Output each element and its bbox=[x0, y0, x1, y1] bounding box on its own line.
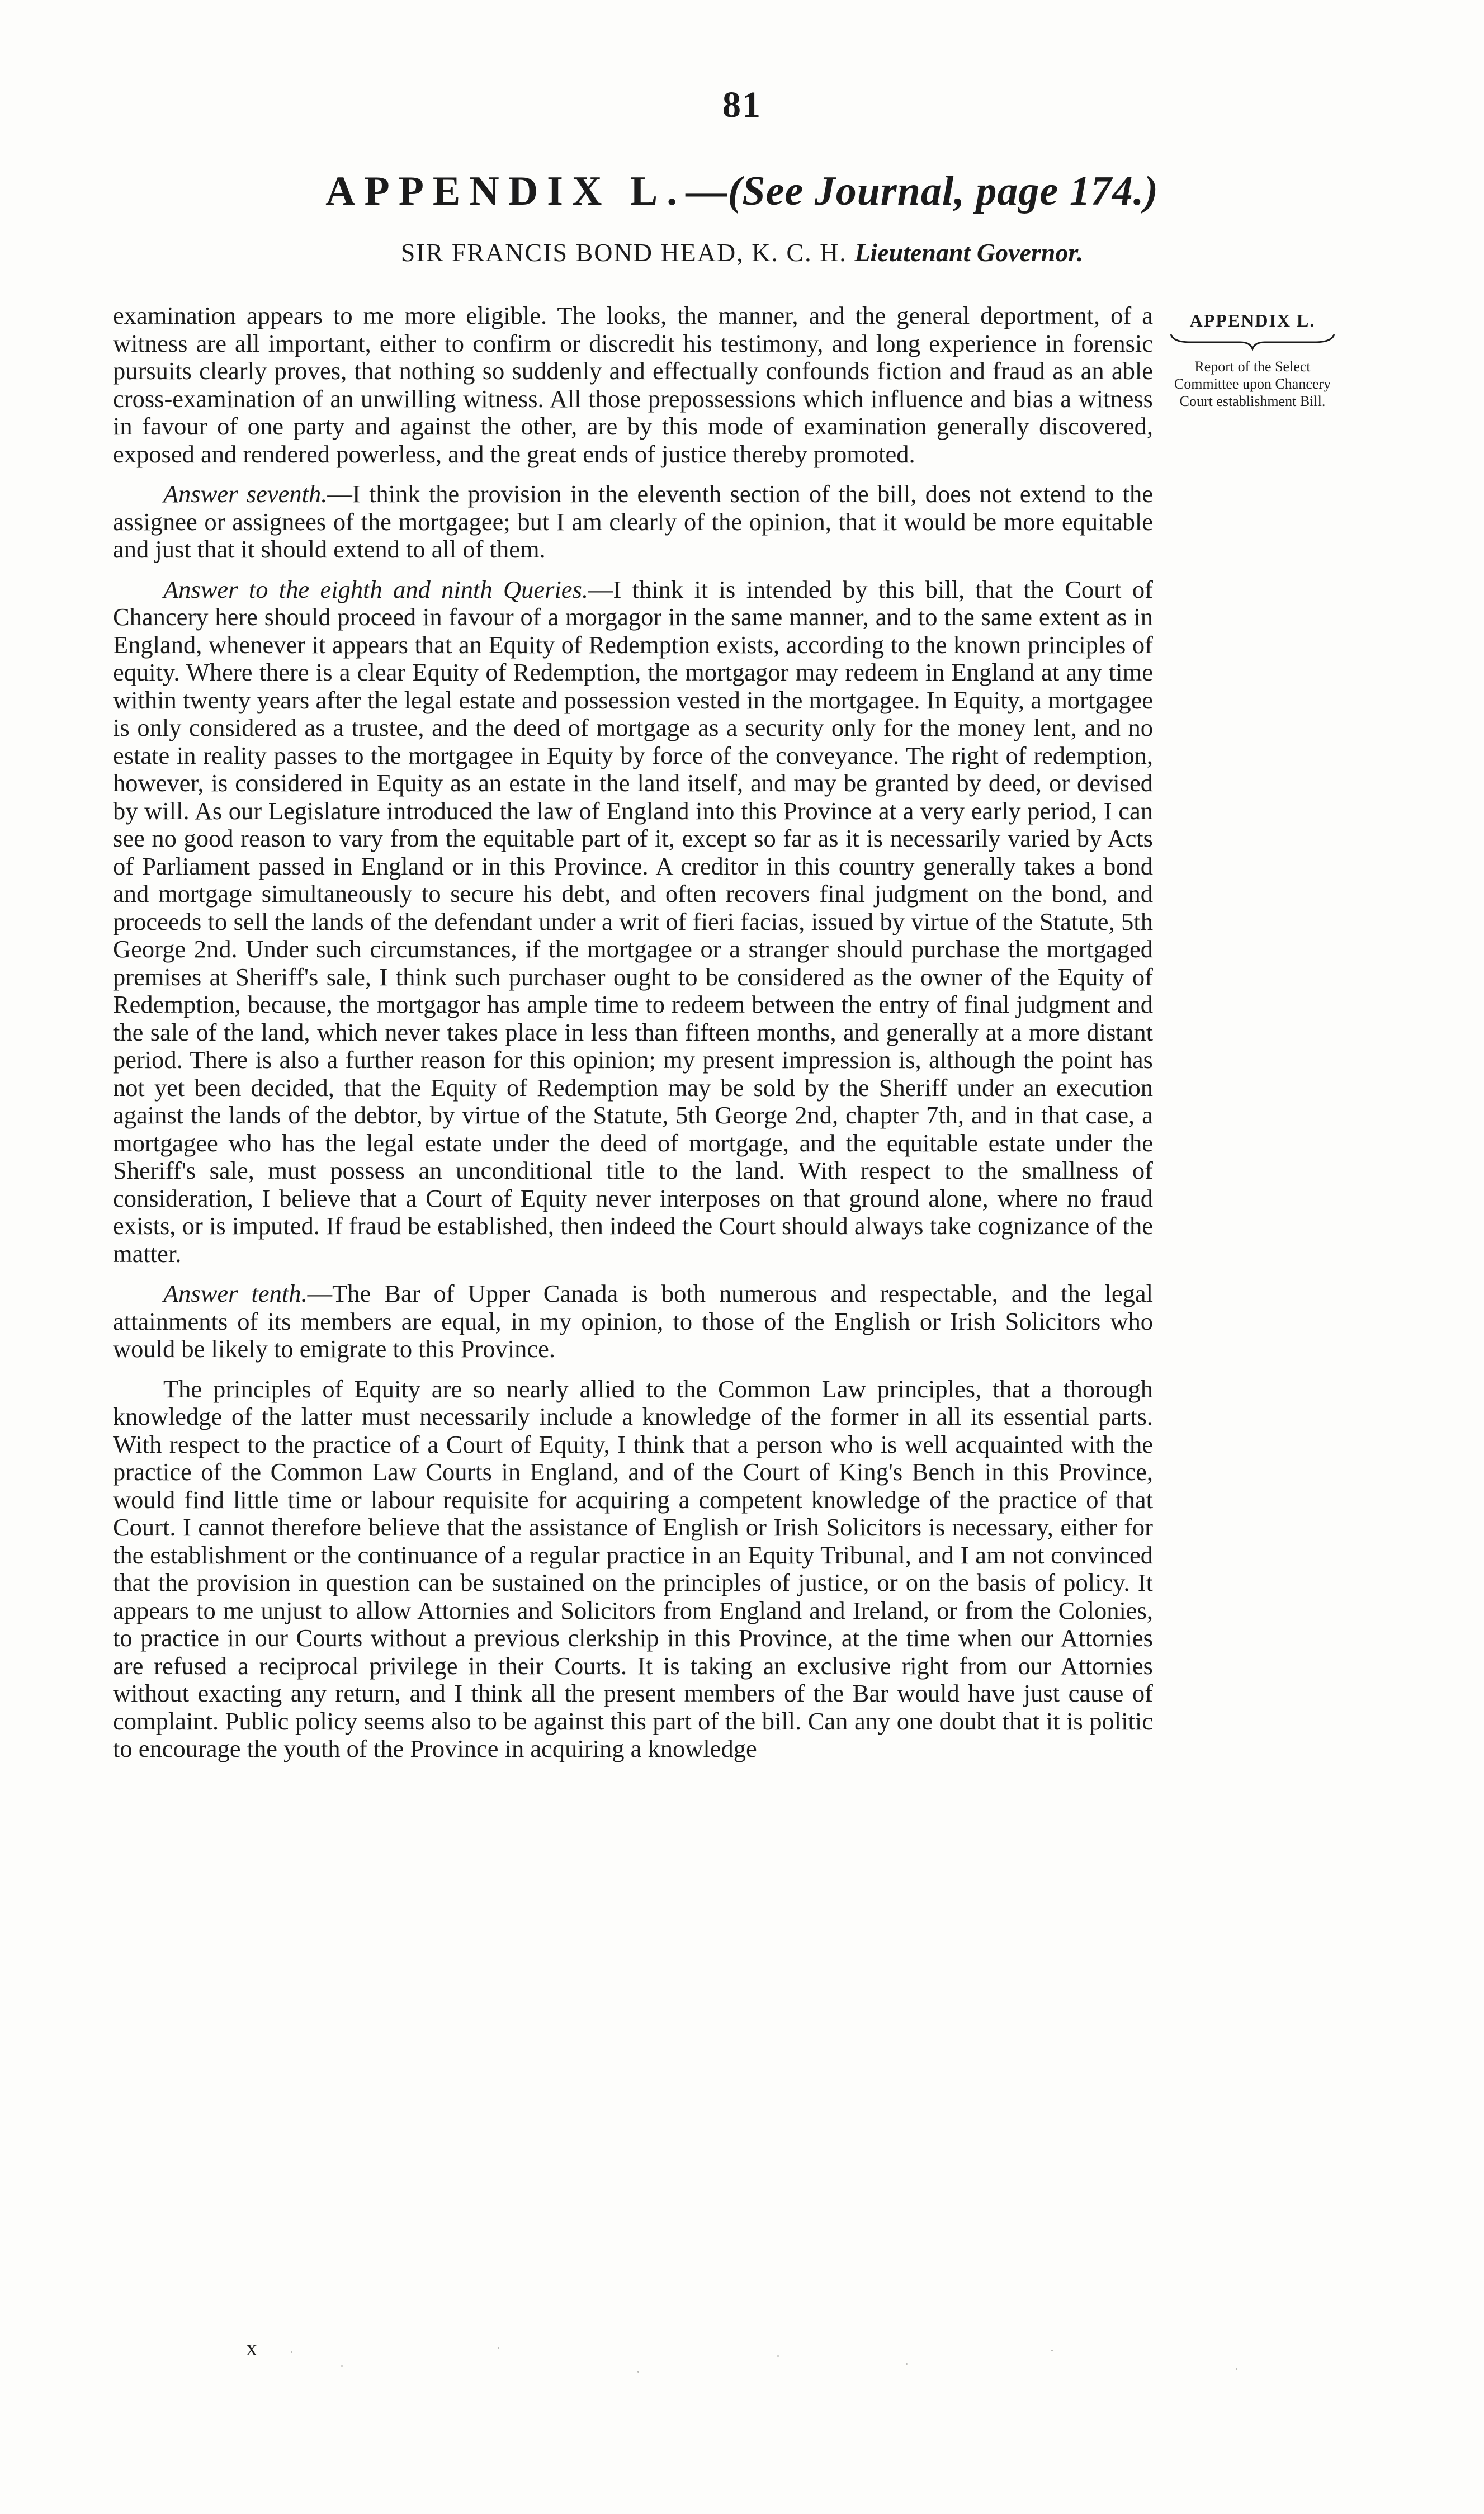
page-number: 81 bbox=[722, 84, 762, 125]
paragraph-text: —I think it is intended by this bill, that the Court of Chancery here should proceed in favour of a morgagor in the same manner, and to the same extent as in England, whenever it appears that an Equity of Redemption exists, according to the known principles of equity. Where there is a clear Equity of Redemption, the mortgagor may redeem in England at any time within twenty years after the legal estate and possession vested in the mortgagee. In Equity, a mortgagee is only considered as a trustee, and the deed of mortgage as a security only for the money lent, and no estate in reality passes to the mortgagee in Equity by force of the conveyance. The right of redemption, however, is considered in Equity as an estate in the land itself, and may be granted by deed, or devised by will. As our Legislature introduced the law of England into this Province at a very early period, I can see no good reason to vary from the equitable part of it, except so far as it is necessarily varied by Acts of Parliament passed in England or in this Province. A creditor in this country generally takes a bond and mortgage simultaneously to secure his debt, and often recovers final judgment on the bond, and proceeds to sell the lands of the defendant under a writ of fieri facias, issued by virtue of the Statute, 5th George 2nd. Under such circumstances, if the mortgagee or a stranger should purchase the mortgaged premises at Sheriff's sale, I think such purchaser ought to be considered as the owner of the Equity of Redemption, because, the mortgagor has ample time to redeem between the entry of final judgment and the sale of the land, which never takes place in less than fifteen months, and generally at a more distant period. There is also a further reason for this opinion; my present impression is, although the point has not yet been decided, that the Equity of Redemption may be sold by the Sheriff under an execution against the lands of the debtor, by virtue of the Statute, 5th George 2nd, chapter 7th, and in that case, a mortgagee who has the legal estate under the deed of mortgage, and the equitable estate under the Sheriff's sale, must possess an unconditional title to the land. With respect to the smallness of consideration, I believe that a Court of Equity never interposes on that ground alone, where no fraud exists, or is imputed. If fraud be established, then indeed the Court should always take cognizance of the matter. bbox=[113, 575, 1153, 1268]
margin-appendix-label: APPENDIX L. bbox=[1189, 310, 1316, 330]
paragraph-text: examination appears to me more eligible. The looks, the manner, and the general deportment, of a witness are all important, either to confirm or discredit his testimony, and long experience in forensic pursuits clearly proves, that nothing so suddenly and effectually confounds fiction and fraud as an able cross-examination of an unwilling witness. All those prepossessions which influence and bias a witness in favour of one party and against the other, are by this mode of examination generally discovered, exposed and rendered powerless, and the great ends of justice thereby promoted. bbox=[113, 301, 1153, 468]
appendix-title: APPENDIX L. bbox=[325, 168, 686, 214]
signature-mark: x bbox=[246, 2335, 257, 2360]
paragraph-continuation bbox=[113, 302, 1153, 468]
paragraph-text: —The Bar of Upper Canada is both numerous and respectable, and the legal attainments of its members are equal, in my opinion, to those of the English or Irish Solicitors who would be likely to emigrate to this Province. bbox=[113, 1279, 1153, 1363]
curly-brace-icon bbox=[1169, 332, 1336, 351]
speckle bbox=[1051, 2350, 1053, 2351]
governor-name: SIR FRANCIS BOND HEAD, K. C. H. bbox=[400, 238, 847, 267]
speckle bbox=[498, 2347, 499, 2349]
margin-report-note: Report of the Select Committee upon Chancery Court establishment Bill. bbox=[1174, 358, 1331, 409]
speckle bbox=[777, 2355, 779, 2357]
journal-reference: —(See Journal, page 174.) bbox=[686, 168, 1159, 214]
speckle bbox=[1236, 2368, 1237, 2370]
speckle bbox=[341, 2365, 343, 2367]
paragraph-text: The principles of Equity are so nearly allied to the Common Law principles, that a thorough knowledge of the latter must necessarily include a knowledge of the former in all its essential parts. With respect to the practice of a Court of Equity, I think that a person who is well acquainted with the practice of the Common Law Courts in England, and of the Court of King's Bench in this Province, would find little time or labour requisite for acquiring a competent knowledge of the practice of that Court. I cannot therefore believe that the assistance of English or Irish Solicitors is necessary, either for the establishment or the continuance of a regular practice in an Equity Tribunal, and I am not convinced that the provision in question can be sustained on the principles of justice, or on the basis of policy. It appears to me unjust to allow Attornies and Solicitors from England and Ireland, or from the Colonies, to practice in our Courts without a previous clerkship in this Province, at the time when our Attornies are refused a reciprocal privilege in their Courts. It is taking an exclusive right from our Attornies without exacting any return, and I think all the present members of the Bar would have just cause of complaint. Public policy seems also to be against this part of the bill. Can any one doubt that it is politic to encourage the youth of the Province in acquiring a knowledge bbox=[113, 1374, 1153, 1762]
paragraph-text: —I think the provision in the eleventh section of the bill, does not extend to the assignee or assignees of the mortgagee; but I am clearly of the opinion, that it would be more equitable and just that it should extend to all of them. bbox=[113, 480, 1153, 563]
paragraph-answer-tenth bbox=[113, 1280, 1153, 1363]
speckle bbox=[637, 2371, 639, 2373]
paragraph-lead: Answer seventh. bbox=[163, 480, 328, 508]
paragraph-answer-seventh bbox=[113, 480, 1153, 564]
paragraph-answer-eighth-ninth bbox=[113, 576, 1153, 1268]
governor-title: Lieutenant Governor. bbox=[854, 238, 1084, 267]
paragraph-equity-principles bbox=[113, 1376, 1153, 1763]
body-text bbox=[113, 302, 1153, 1775]
appendix-heading bbox=[0, 168, 1484, 215]
governor-line bbox=[0, 238, 1484, 267]
paragraph-lead: Answer tenth. bbox=[163, 1279, 308, 1307]
speckle bbox=[906, 2363, 908, 2365]
paragraph-lead: Answer to the eighth and ninth Queries. bbox=[163, 575, 588, 603]
margin-note bbox=[1169, 310, 1336, 410]
speckle bbox=[291, 2351, 292, 2353]
